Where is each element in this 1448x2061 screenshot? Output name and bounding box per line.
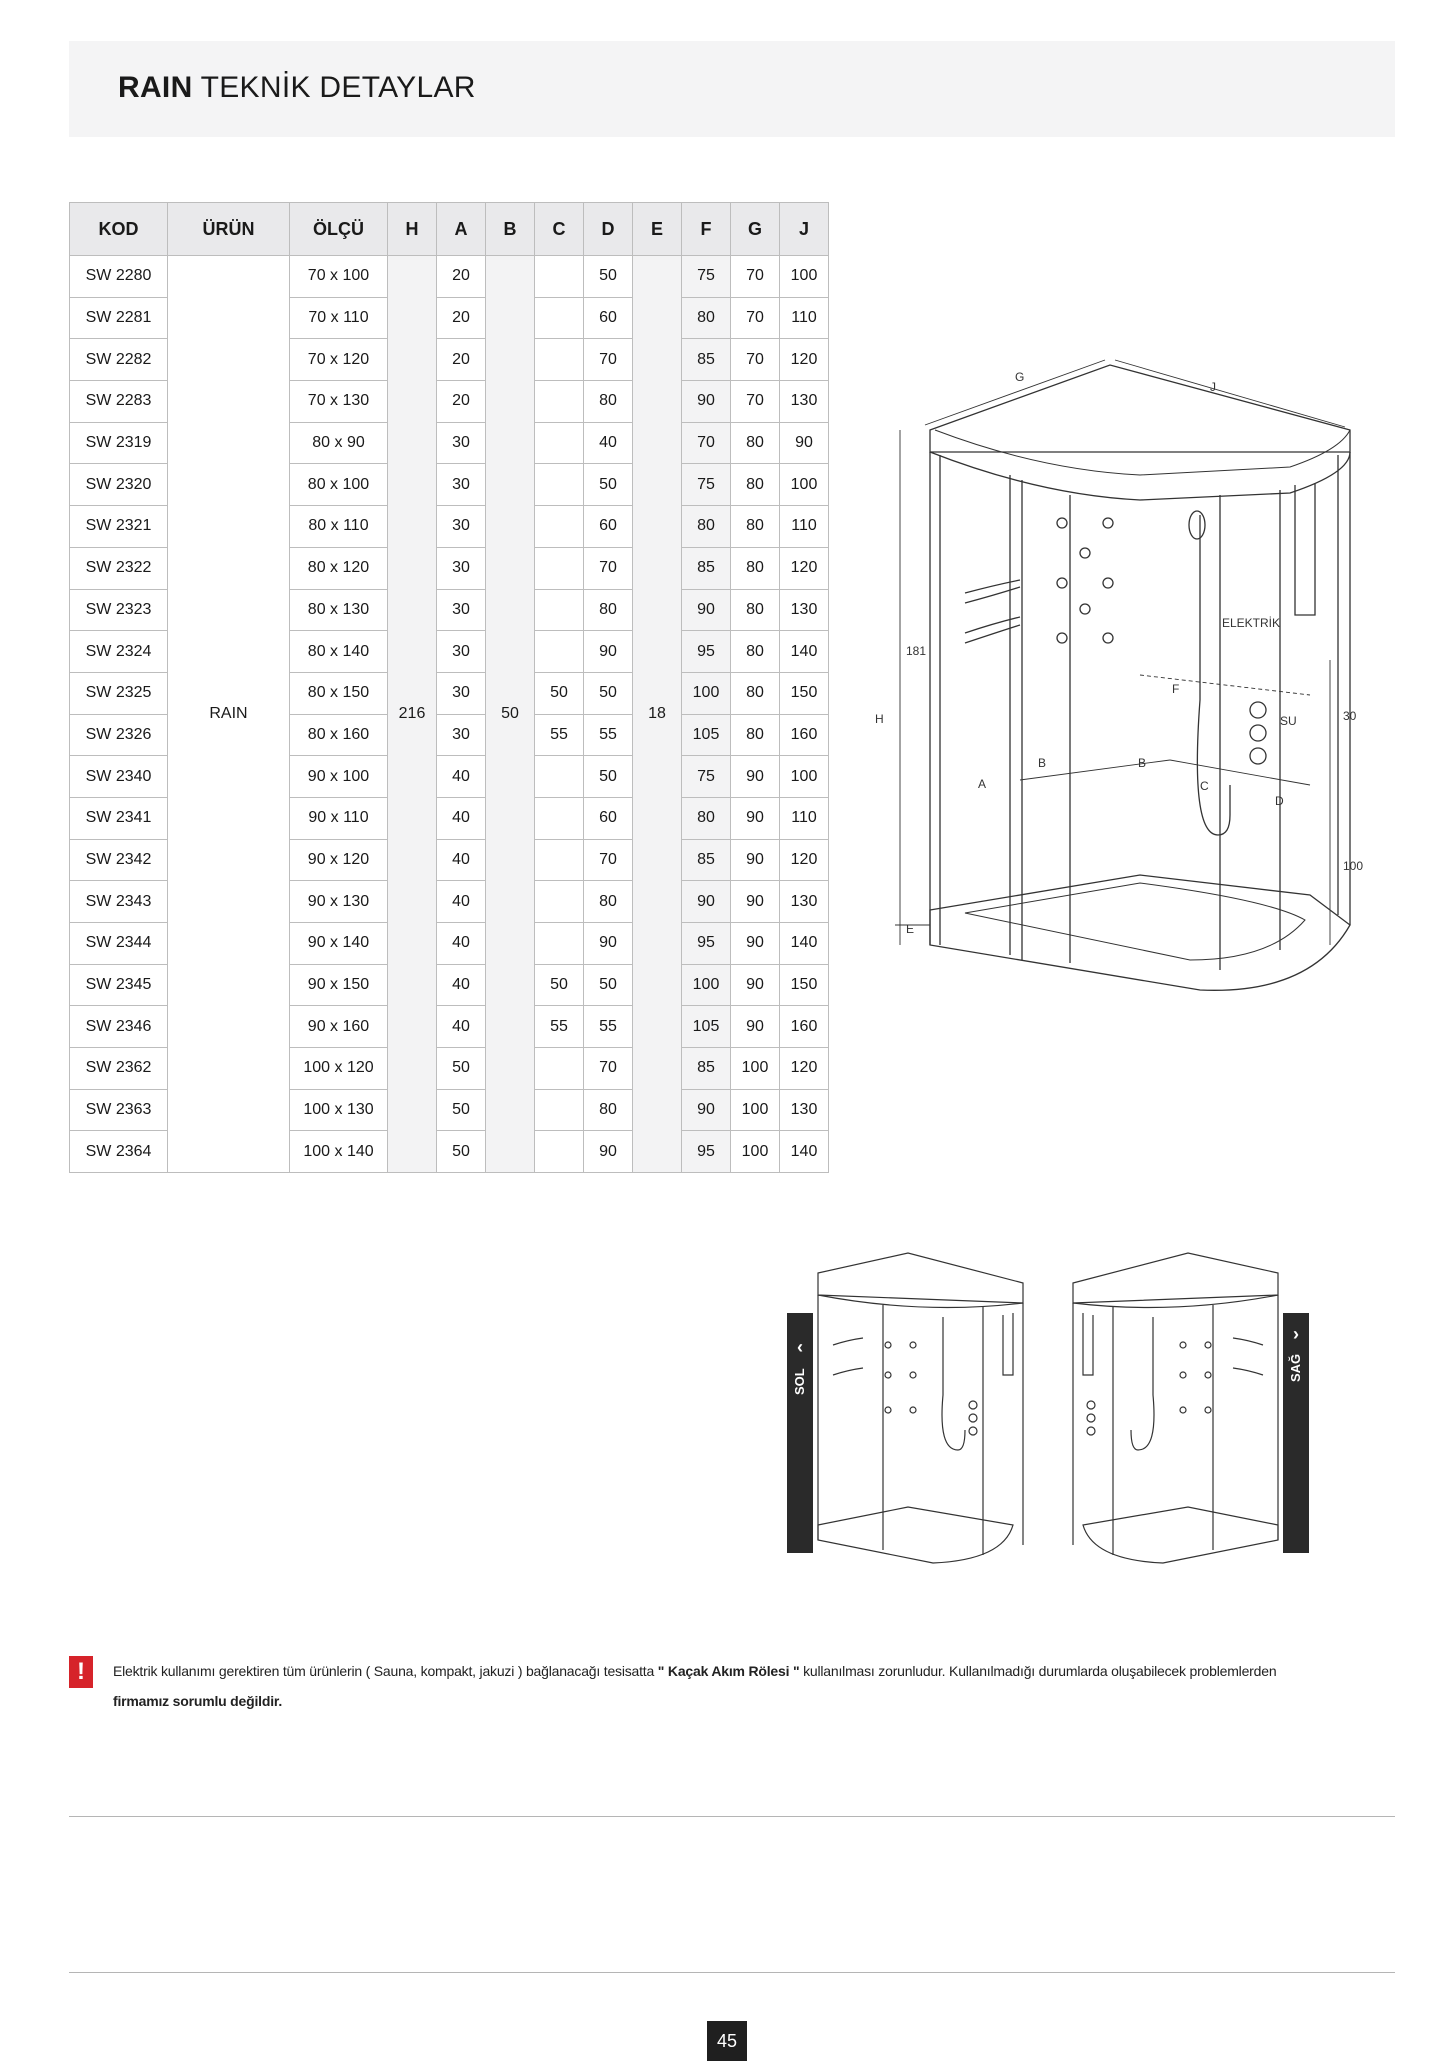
spec-table xyxy=(69,202,829,1173)
table-cell: 110 xyxy=(780,797,829,839)
table-cell: 105 xyxy=(682,1006,731,1048)
table-cell: 50 xyxy=(584,672,633,714)
page-title xyxy=(118,71,476,105)
table-cell: 85 xyxy=(682,339,731,381)
column-header: A xyxy=(437,203,486,256)
label-f: F xyxy=(1172,682,1180,696)
table-cell: SW 2324 xyxy=(70,631,168,673)
table-cell: 50 xyxy=(437,1048,486,1090)
table-cell: SW 2345 xyxy=(70,964,168,1006)
table-cell: 70 xyxy=(731,297,780,339)
table-cell: 55 xyxy=(535,714,584,756)
notice-text: Elektrik kullanımı gerektiren tüm ürünlerin ( Sauna, kompakt, jakuzi ) bağlanacağı tesisatta " Kaçak Akım Rölesi " kullanılması zorunludur. Kullanılmadığı durumlarda oluşabilecek problemlerden firmamız sorumlu değildir. xyxy=(113,1663,1277,1709)
table-cell: 60 xyxy=(584,297,633,339)
table-cell: 105 xyxy=(682,714,731,756)
table-cell: 120 xyxy=(780,839,829,881)
label-elektrik: ELEKTRİK xyxy=(1222,616,1281,630)
table-cell: 85 xyxy=(682,839,731,881)
table-cell: 90 xyxy=(731,881,780,923)
table-cell: 90 xyxy=(584,631,633,673)
chevron-right-icon: › xyxy=(1293,1324,1299,1344)
table-cell: 70 xyxy=(584,839,633,881)
chevron-left-icon: ‹ xyxy=(797,1337,803,1357)
technical-drawing xyxy=(870,355,1370,1005)
table-cell: 30 xyxy=(437,631,486,673)
table-cell: 90 xyxy=(731,1006,780,1048)
table-cell: 85 xyxy=(682,1048,731,1090)
table-cell: 90 xyxy=(731,964,780,1006)
table-cell: 55 xyxy=(584,1006,633,1048)
table-cell: 50 xyxy=(535,672,584,714)
table-cell: 100 xyxy=(731,1048,780,1090)
table-cell: 80 x 110 xyxy=(290,506,388,548)
table-cell: 160 xyxy=(780,714,829,756)
table-cell: 120 xyxy=(780,547,829,589)
table-cell: 60 xyxy=(584,797,633,839)
table-cell: 80 xyxy=(731,631,780,673)
column-header: H xyxy=(388,203,437,256)
table-cell: 80 xyxy=(731,547,780,589)
roof-outline xyxy=(930,365,1350,452)
table-cell: 20 xyxy=(437,297,486,339)
table-cell xyxy=(535,923,584,965)
table-cell: 20 xyxy=(437,256,486,298)
table-cell xyxy=(535,339,584,381)
table-cell: 70 x 100 xyxy=(290,256,388,298)
table-cell: 130 xyxy=(780,1089,829,1131)
table-cell: 216 xyxy=(388,256,437,1173)
table-cell: 40 xyxy=(437,964,486,1006)
sag-label: › SAĞ xyxy=(1284,1327,1308,1377)
table-cell xyxy=(535,297,584,339)
table-cell: 55 xyxy=(584,714,633,756)
table-cell: SW 2343 xyxy=(70,881,168,923)
table-cell: SW 2283 xyxy=(70,381,168,423)
table-cell: 40 xyxy=(437,1006,486,1048)
column-header: G xyxy=(731,203,780,256)
table-cell: 100 xyxy=(682,964,731,1006)
table-cell: 30 xyxy=(437,547,486,589)
table-cell: SW 2322 xyxy=(70,547,168,589)
column-header: KOD xyxy=(70,203,168,256)
table-cell: RAIN xyxy=(168,256,290,1173)
table-cell: 130 xyxy=(780,589,829,631)
table-cell: 80 xyxy=(682,297,731,339)
table-cell xyxy=(535,631,584,673)
table-cell: 160 xyxy=(780,1006,829,1048)
table-cell: 95 xyxy=(682,1131,731,1173)
table-cell xyxy=(535,256,584,298)
table-cell: 70 x 120 xyxy=(290,339,388,381)
label-a: A xyxy=(978,777,987,791)
table-cell: 30 xyxy=(437,464,486,506)
table-cell: 90 x 140 xyxy=(290,923,388,965)
table-cell xyxy=(535,506,584,548)
table-cell: SW 2326 xyxy=(70,714,168,756)
table-cell: 90 x 120 xyxy=(290,839,388,881)
label-h: H xyxy=(875,712,884,726)
table-cell: 100 x 130 xyxy=(290,1089,388,1131)
table-cell xyxy=(535,422,584,464)
table-cell: 80 xyxy=(584,589,633,631)
table-cell: 110 xyxy=(780,297,829,339)
column-header: F xyxy=(682,203,731,256)
table-cell: 80 x 160 xyxy=(290,714,388,756)
table-cell: 60 xyxy=(584,506,633,548)
table-cell: 130 xyxy=(780,381,829,423)
table-cell xyxy=(535,464,584,506)
table-cell: 30 xyxy=(437,714,486,756)
table-cell: SW 2319 xyxy=(70,422,168,464)
table-cell: 90 xyxy=(731,756,780,798)
table-cell: SW 2321 xyxy=(70,506,168,548)
table-cell: 150 xyxy=(780,672,829,714)
table-cell: 100 xyxy=(780,756,829,798)
table-cell: 90 x 110 xyxy=(290,797,388,839)
table-cell: 140 xyxy=(780,1131,829,1173)
table-cell: SW 2325 xyxy=(70,672,168,714)
table-cell: 140 xyxy=(780,631,829,673)
column-header: E xyxy=(633,203,682,256)
table-cell: SW 2344 xyxy=(70,923,168,965)
table-cell xyxy=(535,1131,584,1173)
table-cell: 80 xyxy=(731,422,780,464)
brand-name: RAIN xyxy=(118,71,193,104)
table-cell: 100 x 140 xyxy=(290,1131,388,1173)
table-cell: 50 xyxy=(584,756,633,798)
table-cell: 80 xyxy=(731,589,780,631)
table-cell: SW 2281 xyxy=(70,297,168,339)
sol-label: ‹ SOL xyxy=(788,1340,812,1390)
table-cell: 100 xyxy=(731,1089,780,1131)
table-cell: 90 xyxy=(682,1089,731,1131)
table-header-row xyxy=(70,203,829,256)
table-cell: 80 x 120 xyxy=(290,547,388,589)
table-cell: 90 xyxy=(682,381,731,423)
table-cell: SW 2341 xyxy=(70,797,168,839)
table-cell xyxy=(535,547,584,589)
table-cell xyxy=(535,839,584,881)
table-cell xyxy=(535,1089,584,1131)
table-cell: 95 xyxy=(682,923,731,965)
label-c: C xyxy=(1200,779,1209,793)
table-cell xyxy=(535,1048,584,1090)
label-dim-30: 30 xyxy=(1343,709,1357,723)
column-header: D xyxy=(584,203,633,256)
table-cell: 40 xyxy=(437,756,486,798)
table-cell: 100 xyxy=(780,256,829,298)
table-cell: 50 xyxy=(437,1131,486,1173)
column-header: C xyxy=(535,203,584,256)
table-cell: 90 x 130 xyxy=(290,881,388,923)
table-cell: 70 x 110 xyxy=(290,297,388,339)
table-cell: 50 xyxy=(584,464,633,506)
table-cell xyxy=(535,589,584,631)
table-cell: 80 x 150 xyxy=(290,672,388,714)
table-cell: 95 xyxy=(682,631,731,673)
table-cell: 85 xyxy=(682,547,731,589)
table-cell: 70 xyxy=(584,339,633,381)
shower-left-variant xyxy=(813,1245,1033,1565)
table-cell: 80 xyxy=(731,506,780,548)
table-cell: 80 xyxy=(731,672,780,714)
table-cell: 90 xyxy=(731,839,780,881)
column-header: B xyxy=(486,203,535,256)
table-cell: 50 xyxy=(535,964,584,1006)
table-cell: 130 xyxy=(780,881,829,923)
table-cell: 40 xyxy=(437,839,486,881)
table-cell: 30 xyxy=(437,672,486,714)
table-cell: SW 2346 xyxy=(70,1006,168,1048)
table-cell: 30 xyxy=(437,506,486,548)
table-cell: 18 xyxy=(633,256,682,1173)
table-cell: 80 xyxy=(731,464,780,506)
divider xyxy=(69,1816,1395,1817)
table-cell: 75 xyxy=(682,464,731,506)
table-cell: 80 xyxy=(731,714,780,756)
label-g: G xyxy=(1015,370,1025,384)
table-cell: 80 x 90 xyxy=(290,422,388,464)
page-header xyxy=(69,41,1395,137)
table-cell: SW 2342 xyxy=(70,839,168,881)
label-d: D xyxy=(1275,794,1284,808)
table-cell: 80 x 140 xyxy=(290,631,388,673)
table-cell: 50 xyxy=(437,1089,486,1131)
label-e: E xyxy=(906,922,915,936)
table-cell xyxy=(535,381,584,423)
table-cell: SW 2280 xyxy=(70,256,168,298)
column-header: ÖLÇÜ xyxy=(290,203,388,256)
table-cell: 80 xyxy=(584,1089,633,1131)
label-b2: B xyxy=(1138,756,1147,770)
table-cell: 100 xyxy=(780,464,829,506)
table-cell: 140 xyxy=(780,923,829,965)
table-cell: SW 2362 xyxy=(70,1048,168,1090)
table-cell: 90 xyxy=(682,881,731,923)
table-cell xyxy=(535,756,584,798)
title-text: TEKNİK DETAYLAR xyxy=(200,71,476,104)
table-cell: 70 xyxy=(731,381,780,423)
table-cell: SW 2320 xyxy=(70,464,168,506)
table-cell: 90 x 150 xyxy=(290,964,388,1006)
table-body xyxy=(70,256,829,1173)
table-cell: 20 xyxy=(437,339,486,381)
table-cell: 120 xyxy=(780,1048,829,1090)
table-cell: 30 xyxy=(437,589,486,631)
table-cell: 50 xyxy=(486,256,535,1173)
table-cell: 40 xyxy=(437,797,486,839)
table-cell: 90 xyxy=(780,422,829,464)
table-cell: 90 xyxy=(584,923,633,965)
table-cell: 90 xyxy=(682,589,731,631)
table-cell: 30 xyxy=(437,422,486,464)
table-cell: 40 xyxy=(437,923,486,965)
table-cell: 50 xyxy=(584,964,633,1006)
table-cell: 80 x 100 xyxy=(290,464,388,506)
table-cell: SW 2282 xyxy=(70,339,168,381)
table-cell: 90 xyxy=(731,797,780,839)
page-number: 45 xyxy=(707,2021,747,2061)
table-cell: 90 xyxy=(584,1131,633,1173)
table-cell: 80 xyxy=(584,881,633,923)
table-cell: 20 xyxy=(437,381,486,423)
table-cell: SW 2364 xyxy=(70,1131,168,1173)
table-cell: 75 xyxy=(682,756,731,798)
table-cell: 90 x 100 xyxy=(290,756,388,798)
table-cell: 70 x 130 xyxy=(290,381,388,423)
shower-right-variant xyxy=(1063,1245,1283,1565)
table-cell xyxy=(535,797,584,839)
table-cell xyxy=(535,881,584,923)
table-cell: 120 xyxy=(780,339,829,381)
label-su: SU xyxy=(1280,714,1297,728)
table-cell: 70 xyxy=(731,339,780,381)
table-cell: 80 xyxy=(682,797,731,839)
table-cell: 75 xyxy=(682,256,731,298)
table-cell: 70 xyxy=(731,256,780,298)
table-cell: SW 2340 xyxy=(70,756,168,798)
table-cell: 100 xyxy=(731,1131,780,1173)
column-header: ÜRÜN xyxy=(168,203,290,256)
table-cell: 40 xyxy=(437,881,486,923)
table-cell: 100 xyxy=(682,672,731,714)
table-cell: 70 xyxy=(584,1048,633,1090)
table-cell: 100 x 120 xyxy=(290,1048,388,1090)
footer-divider xyxy=(69,1972,1395,1973)
table-cell: 40 xyxy=(584,422,633,464)
table-cell: 70 xyxy=(682,422,731,464)
table-cell: 90 x 160 xyxy=(290,1006,388,1048)
table-row xyxy=(70,256,829,298)
table-cell: 90 xyxy=(731,923,780,965)
table-cell: 80 xyxy=(682,506,731,548)
warning-icon: ! xyxy=(69,1656,93,1688)
table-cell: SW 2363 xyxy=(70,1089,168,1131)
table-cell: 150 xyxy=(780,964,829,1006)
table-cell: 50 xyxy=(584,256,633,298)
table-cell: 55 xyxy=(535,1006,584,1048)
table-cell: 80 x 130 xyxy=(290,589,388,631)
label-b1: B xyxy=(1038,756,1047,770)
label-dim-100: 100 xyxy=(1343,859,1364,873)
label-h-value: 181 xyxy=(906,644,927,658)
label-j: J xyxy=(1210,380,1216,394)
table-cell: 70 xyxy=(584,547,633,589)
table-cell: 80 xyxy=(584,381,633,423)
table-cell: SW 2323 xyxy=(70,589,168,631)
column-header: J xyxy=(780,203,829,256)
table-cell: 110 xyxy=(780,506,829,548)
